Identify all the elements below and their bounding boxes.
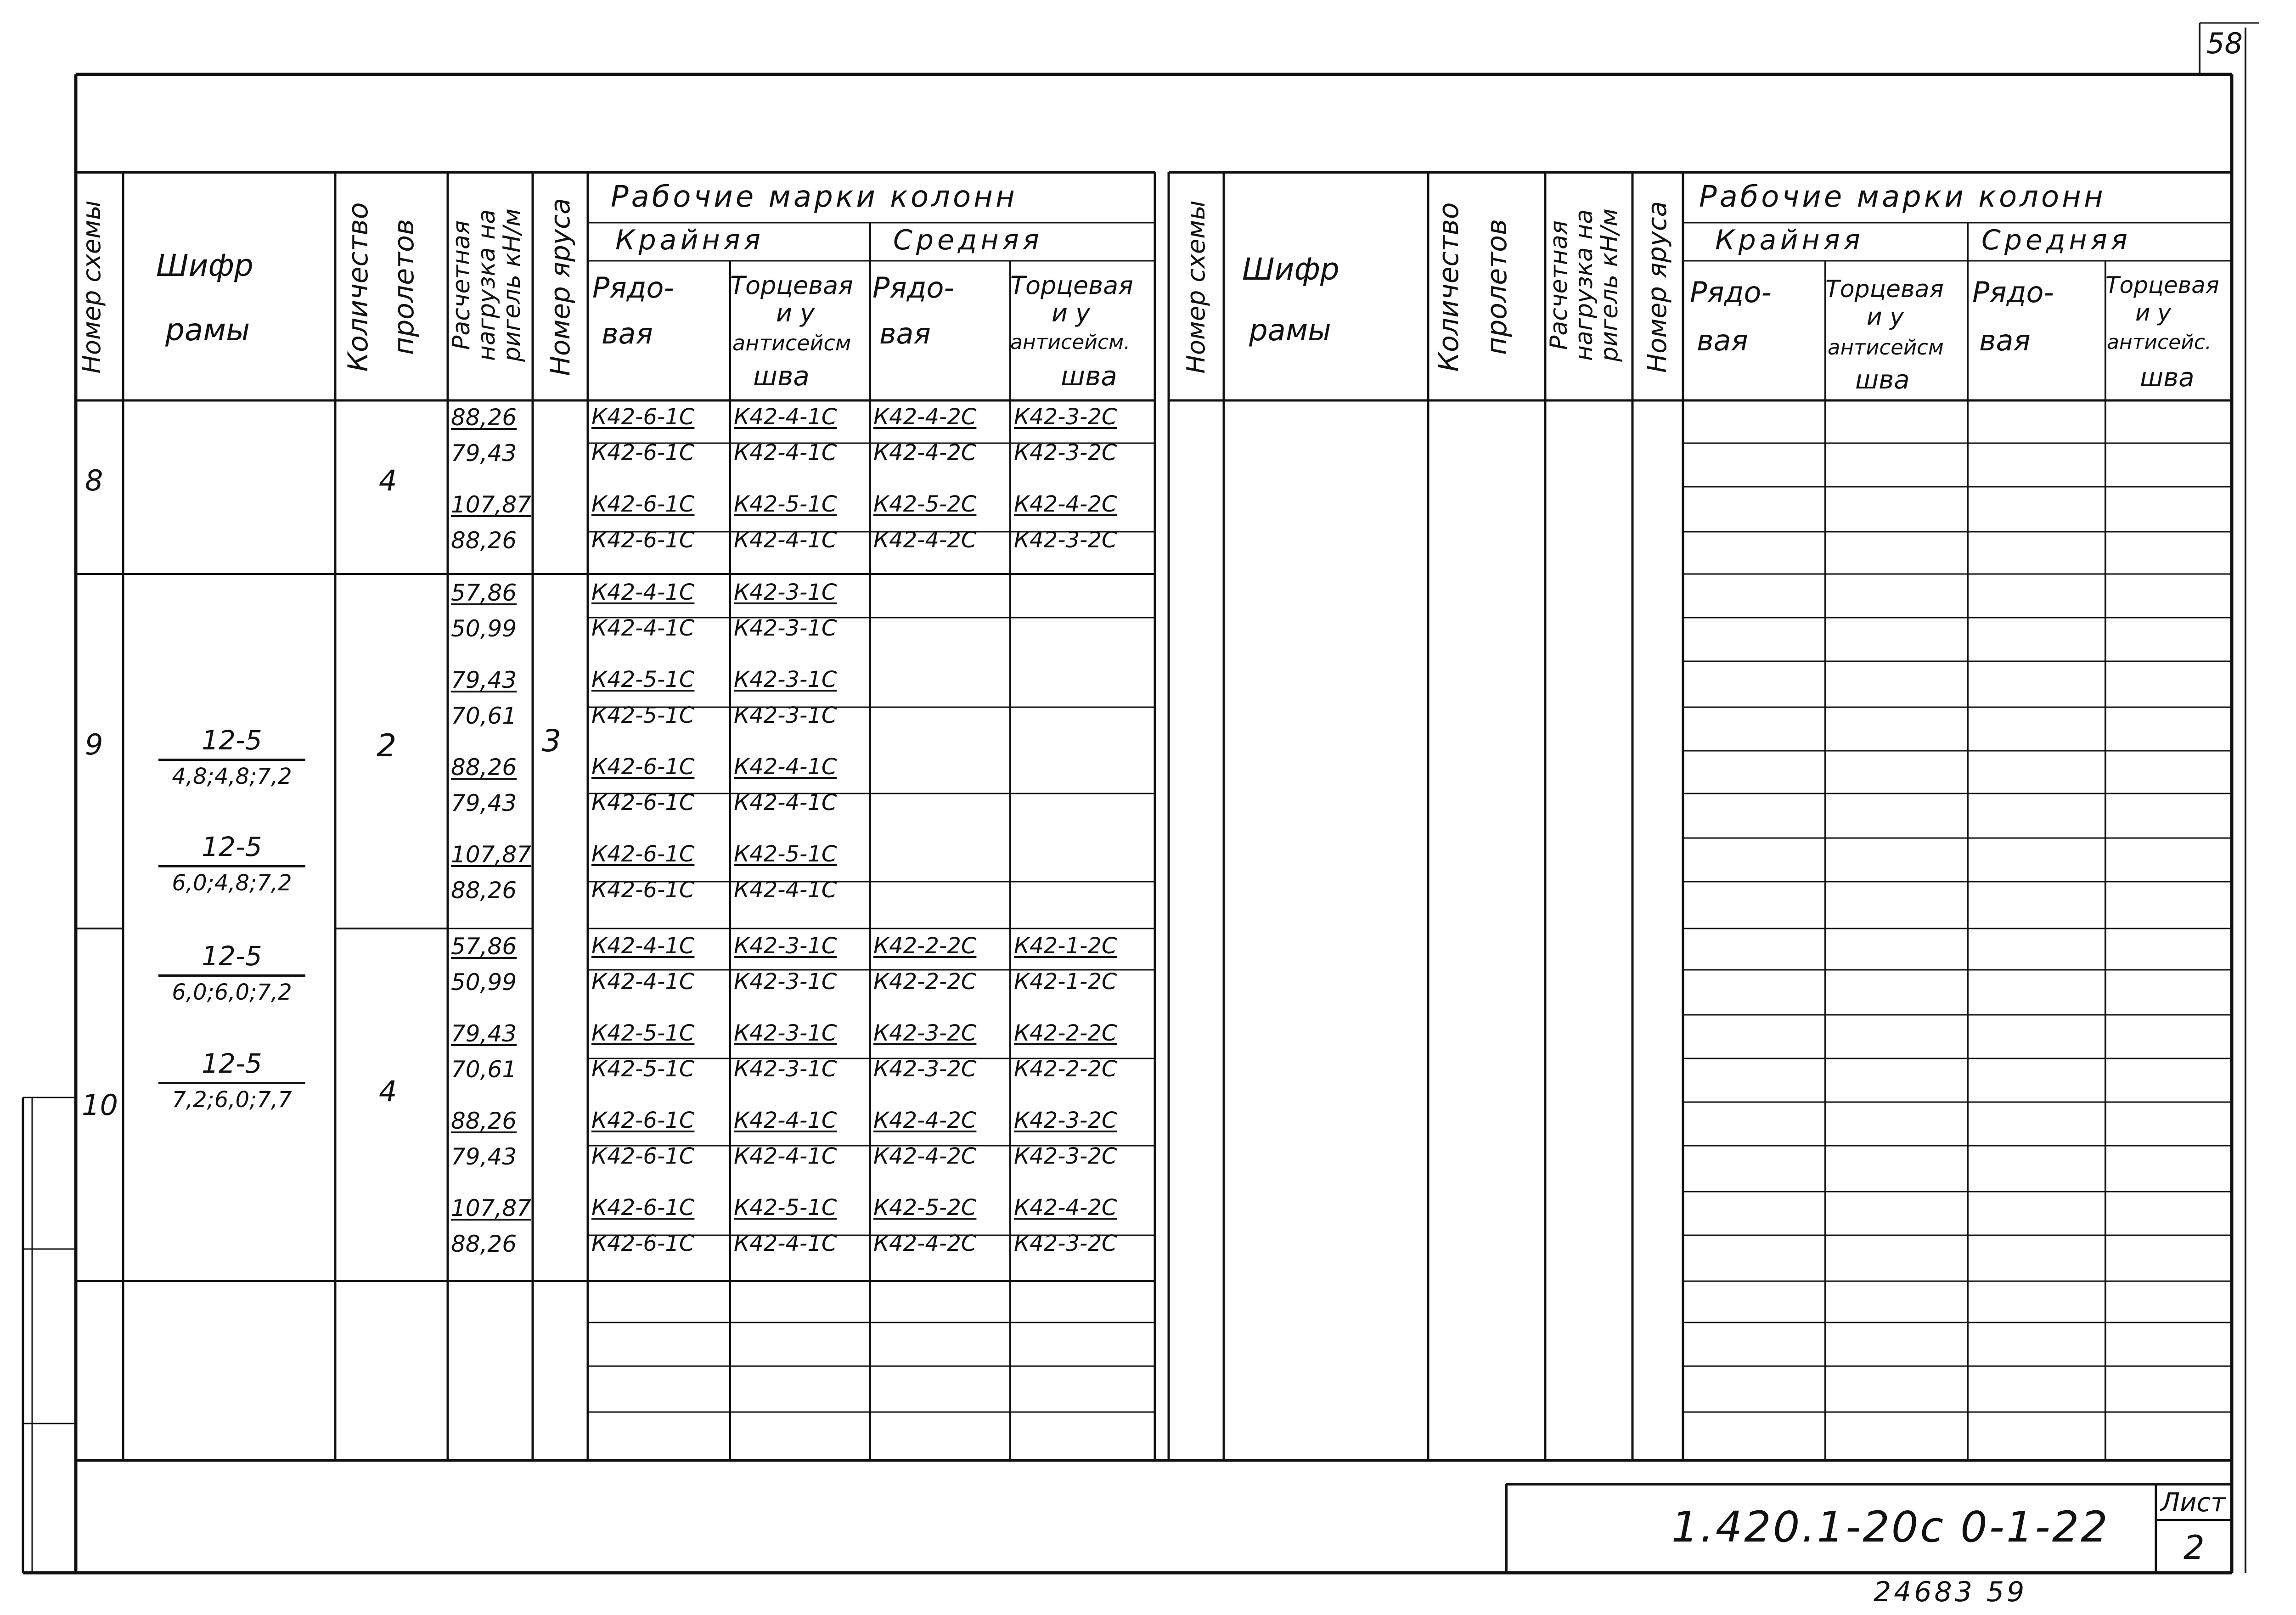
header-frame-code-1: Шифр (156, 248, 253, 283)
load-value: 88,26 (451, 754, 517, 781)
column-mark: К42-4-1С (734, 527, 837, 553)
right-header-row-2: вая (1697, 324, 1748, 357)
column-mark: К42-6-1С (591, 754, 695, 780)
column-mark: К42-5-2С (873, 1195, 977, 1221)
column-mark: К42-3-1С (734, 703, 837, 728)
column-mark: К42-1-2С (1014, 969, 1117, 995)
column-mark: К42-5-1С (591, 1056, 695, 1082)
load-value: 79,43 (451, 667, 517, 693)
column-mark: К42-4-2С (873, 404, 977, 430)
header-end-3: антисейсм (732, 331, 851, 355)
right-header-row-1: Рядо- (1690, 276, 1772, 309)
header-end-2: и у (776, 298, 815, 327)
column-mark: К42-2-2С (1014, 1020, 1117, 1046)
right-header-span-count-1: Количество (1433, 202, 1465, 372)
header-tier-no: Номер яруса (545, 198, 576, 376)
frame-code-4 (158, 1048, 305, 1113)
load-value: 79,43 (451, 790, 517, 816)
column-mark: К42-5-1С (734, 491, 837, 517)
frame-code-2-num: 12-5 (202, 831, 262, 862)
column-mark: К42-6-1С (591, 1108, 695, 1133)
header-middle: Средняя (893, 224, 1043, 256)
right-header-tier-no: Номер яруса (1643, 201, 1672, 373)
column-mark: К42-4-2С (1014, 1195, 1117, 1221)
column-mark: К42-1-2С (1014, 933, 1117, 959)
column-mark: К42-3-1С (734, 1020, 837, 1046)
column-mark: К42-3-1С (734, 969, 837, 995)
column-mark: К42-6-1С (591, 877, 695, 903)
load-value: 79,43 (451, 440, 517, 467)
column-mark: К42-4-2С (1014, 491, 1117, 517)
header-span-count-2: пролетов (388, 219, 420, 355)
header-row-m-1: Рядо- (872, 271, 954, 304)
column-mark: К42-6-1С (591, 491, 695, 517)
column-mark: К42-6-1С (591, 527, 695, 553)
sheet-number: 2 (2183, 1528, 2205, 1567)
column-mark: К42-5-1С (591, 703, 695, 728)
frame-code-4-num: 12-5 (202, 1048, 262, 1079)
sheet-corner-number: 58 (2206, 27, 2243, 60)
load-value: 57,86 (451, 580, 517, 606)
load-value: 88,26 (451, 1108, 517, 1134)
column-mark: К42-3-2С (1014, 1108, 1117, 1133)
column-mark: К42-2-2С (873, 969, 977, 995)
column-mark: К42-2-2С (1014, 1056, 1117, 1082)
column-mark: К42-4-2С (873, 1231, 977, 1256)
right-header-middle: Средняя (1981, 224, 2131, 256)
right-header-end-m-1: Торцевая (2105, 272, 2219, 298)
column-mark: К42-4-1С (734, 440, 837, 466)
frame-code-3-den: 6,0;6,0;7,2 (172, 979, 292, 1005)
scheme-10-no: 10 (82, 1088, 118, 1122)
header-load-2: нагрузка на (473, 209, 501, 361)
column-mark: К42-4-2С (873, 527, 977, 553)
right-header-span-count-2: пролетов (1481, 219, 1513, 355)
header-marks-title: Рабочие марки колонн (611, 180, 1018, 214)
scheme-9-spans: 2 (377, 728, 397, 764)
frame-code-3-num: 12-5 (202, 940, 262, 972)
load-value: 50,99 (451, 615, 517, 642)
right-header-end-3: антисейсм (1828, 335, 1944, 360)
column-mark: К42-4-1С (591, 615, 695, 641)
column-mark: К42-5-1С (734, 841, 837, 867)
right-header-end-2: и у (1867, 303, 1904, 331)
document-code: 1.420.1-20с 0-1-22 (1671, 1502, 2110, 1552)
frame-code-3-bar (158, 974, 305, 977)
footer-number: 24683 59 (1874, 1576, 2027, 1608)
frame-code-1 (158, 725, 305, 789)
column-mark: К42-6-1С (591, 1143, 695, 1169)
column-mark: К42-3-1С (734, 580, 837, 605)
right-header-end-m-2: и у (2135, 299, 2171, 326)
header-edge: Крайняя (615, 224, 764, 256)
right-header-end-1: Торцевая (1825, 276, 1944, 303)
frame-code-2-bar (158, 865, 305, 867)
column-mark: К42-4-1С (591, 580, 695, 605)
load-value: 107,87 (451, 841, 531, 868)
header-scheme-no: Номер схемы (77, 200, 106, 374)
right-header-end-m-4: шва (2140, 363, 2195, 393)
column-mark: К42-6-1С (591, 404, 695, 430)
column-mark: К42-4-1С (734, 1108, 837, 1133)
header-end-m-4: шва (1061, 360, 1117, 392)
column-mark: К42-5-1С (734, 1195, 837, 1221)
header-frame-code-2: рамы (165, 312, 250, 348)
column-mark: К42-4-1С (734, 754, 837, 780)
column-mark: К42-3-2С (1014, 1231, 1117, 1256)
frame-code-1-bar (158, 759, 305, 761)
column-mark: К42-3-2С (1014, 527, 1117, 553)
right-header-load-1: Расчетная (1545, 220, 1573, 350)
right-header-edge: Крайняя (1715, 224, 1864, 256)
load-value: 88,26 (451, 404, 517, 431)
column-mark: К42-3-1С (734, 615, 837, 641)
column-mark: К42-3-2С (873, 1020, 977, 1046)
header-end-1: Торцевая (730, 271, 853, 300)
right-header-row-m-2: вая (1979, 324, 2031, 357)
right-header-end-m-3: антисейс. (2107, 331, 2212, 354)
frame-code-1-den: 4,8;4,8;7,2 (172, 764, 292, 789)
frame-code-2-den: 6,0;4,8;7,2 (172, 870, 292, 896)
header-row-m-2: вая (879, 317, 931, 350)
load-value: 57,86 (451, 933, 517, 960)
load-value: 79,43 (451, 1143, 517, 1170)
load-value: 88,26 (451, 1231, 517, 1257)
column-mark: К42-4-2С (873, 1108, 977, 1133)
column-mark: К42-3-2С (1014, 404, 1117, 430)
column-mark: К42-3-2С (873, 1056, 977, 1082)
column-mark: К42-4-1С (591, 933, 695, 959)
header-span-count-1: Количество (342, 202, 374, 372)
load-value: 50,99 (451, 969, 517, 996)
right-header-row-m-1: Рядо- (1972, 276, 2054, 309)
load-value: 79,43 (451, 1020, 517, 1047)
header-row-1: Рядо- (592, 271, 674, 304)
sheet-label: Лист (2161, 1488, 2226, 1518)
column-mark: К42-4-2С (873, 1143, 977, 1169)
load-value: 107,87 (451, 1195, 531, 1221)
load-value: 70,61 (451, 703, 517, 729)
column-mark: К42-5-1С (591, 1020, 695, 1046)
right-header-end-4: шва (1855, 365, 1910, 395)
column-mark: К42-3-1С (734, 1056, 837, 1082)
scheme-8-no: 8 (85, 464, 103, 497)
column-mark: К42-4-1С (734, 1143, 837, 1169)
right-header-marks-title: Рабочие марки колонн (1699, 180, 2106, 214)
right-header-frame-code-1: Шифр (1242, 252, 1339, 287)
right-header-scheme-no: Номер схемы (1182, 200, 1210, 374)
scheme-9-no: 9 (85, 728, 103, 761)
column-mark: К42-6-1С (591, 1195, 695, 1221)
column-mark: К42-4-1С (734, 1231, 837, 1256)
column-mark: К42-4-1С (591, 969, 695, 995)
column-mark: К42-3-2С (1014, 1143, 1117, 1169)
frame-code-4-den: 7,2;6,0;7,7 (172, 1087, 292, 1113)
frame-code-3 (158, 940, 305, 1005)
tier-number: 3 (542, 723, 561, 759)
column-mark: К42-3-1С (734, 667, 837, 692)
scheme-8-spans: 4 (379, 464, 397, 497)
load-value: 88,26 (451, 527, 517, 554)
column-mark: К42-3-2С (1014, 440, 1117, 466)
header-end-m-2: и у (1052, 298, 1091, 327)
load-value: 70,61 (451, 1056, 517, 1083)
column-mark: К42-3-1С (734, 933, 837, 959)
load-value: 107,87 (451, 491, 531, 518)
column-mark: К42-4-1С (734, 404, 837, 430)
header-end-m-1: Торцевая (1010, 271, 1133, 300)
frame-code-4-bar (158, 1082, 305, 1084)
header-load-1: Расчетная (448, 220, 475, 350)
header-end-4: шва (753, 360, 810, 392)
header-end-m-3: антисейсм. (1010, 331, 1131, 354)
column-mark: К42-6-1С (591, 841, 695, 867)
column-mark: К42-6-1С (591, 440, 695, 466)
header-row-2: вая (602, 317, 653, 350)
column-mark: К42-4-1С (734, 790, 837, 816)
frame-code-2 (158, 831, 305, 896)
column-mark: К42-5-1С (591, 667, 695, 692)
column-mark: К42-5-2С (873, 491, 977, 517)
column-mark: К42-2-2С (873, 933, 977, 959)
column-mark: К42-4-2С (873, 440, 977, 466)
right-header-load-3: ригель кН/м (1596, 208, 1623, 362)
frame-code-1-num: 12-5 (202, 725, 262, 756)
column-mark: К42-6-1С (591, 1231, 695, 1256)
right-header-load-2: нагрузка на (1570, 209, 1598, 361)
column-mark: К42-4-1С (734, 877, 837, 903)
right-header-frame-code-2: рамы (1249, 314, 1331, 348)
header-load-3: ригель кН/м (498, 208, 526, 362)
load-value: 88,26 (451, 877, 517, 904)
column-mark: К42-6-1С (591, 790, 695, 816)
scheme-10-spans: 4 (379, 1075, 397, 1108)
